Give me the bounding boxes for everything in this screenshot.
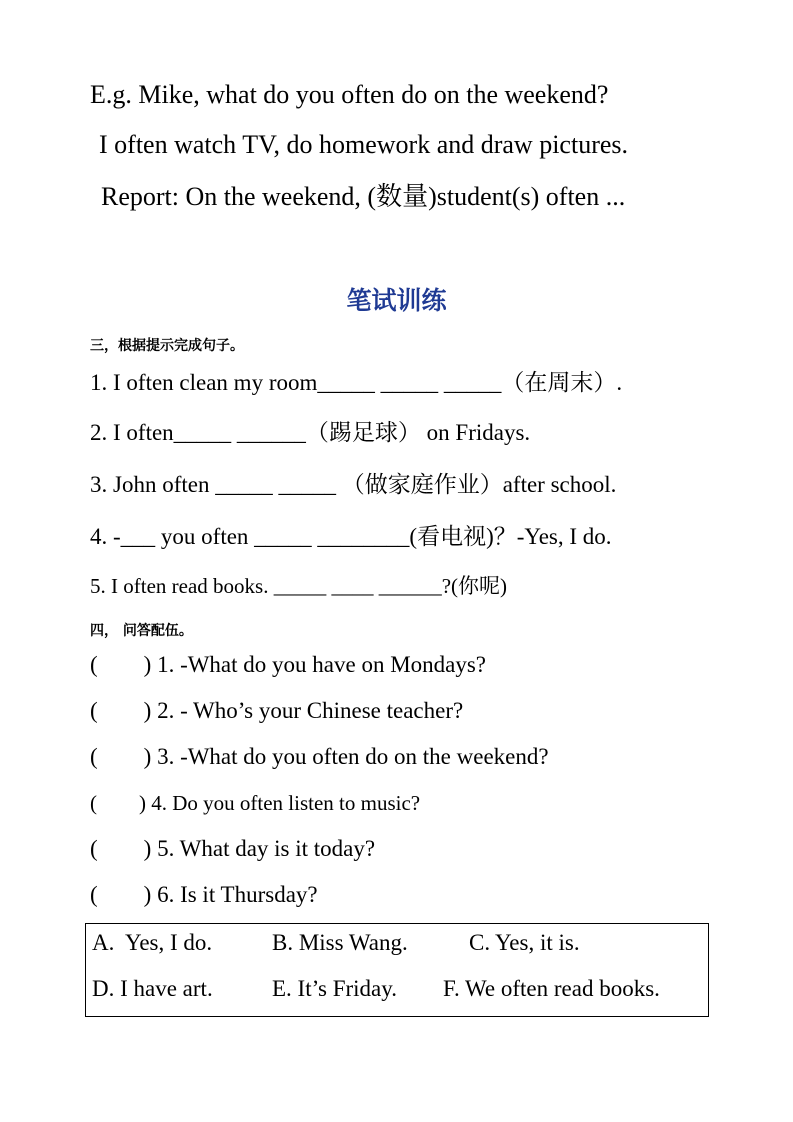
- fill-in-item-3: 3. John often _____ _____ （做家庭作业）after school.: [90, 472, 617, 497]
- answer-option-c: C. Yes, it is.: [469, 930, 580, 955]
- fill-in-item-5: 5. I often read books. _____ ____ ______?(你呢): [90, 574, 508, 598]
- section-3-title: 三，根据提示完成句子。: [90, 338, 244, 354]
- match-question-1: ( ) 1. -What do you have on Mondays?: [90, 652, 487, 677]
- match-question-3: ( ) 3. -What do you often do on the weekend?: [90, 744, 549, 769]
- match-question-5: ( ) 5. What day is it today?: [90, 836, 376, 861]
- answer-option-b: B. Miss Wang.: [272, 930, 408, 955]
- section-4-title: 四， 问答配伍。: [90, 623, 193, 639]
- example-answer: I often watch TV, do homework and draw pictures.: [99, 130, 629, 159]
- page-title: 笔试训练: [346, 286, 447, 315]
- answer-options-box: [85, 923, 709, 1017]
- answer-option-e: E. It’s Friday.: [272, 976, 397, 1001]
- answer-option-d: D. I have art.: [92, 976, 213, 1001]
- match-question-2: ( ) 2. - Who’s your Chinese teacher?: [90, 698, 464, 723]
- match-question-6: ( ) 6. Is it Thursday?: [90, 882, 318, 907]
- match-question-4: ( ) 4. Do you often listen to music?: [90, 791, 421, 815]
- answer-option-a: A. Yes, I do.: [92, 930, 213, 955]
- fill-in-item-1: 1. I often clean my room_____ _____ _____（在周末）.: [90, 370, 623, 395]
- example-report: Report: On the weekend, (数量)student(s) often ...: [101, 182, 626, 211]
- answer-option-f: F. We often read books.: [443, 976, 660, 1001]
- example-question: E.g. Mike, what do you often do on the weekend?: [90, 80, 609, 109]
- fill-in-item-4: 4. -___ you often _____ ________(看电视)？-Yes, I do.: [90, 524, 612, 549]
- fill-in-item-2: 2. I often_____ ______（踢足球） on Fridays.: [90, 420, 531, 445]
